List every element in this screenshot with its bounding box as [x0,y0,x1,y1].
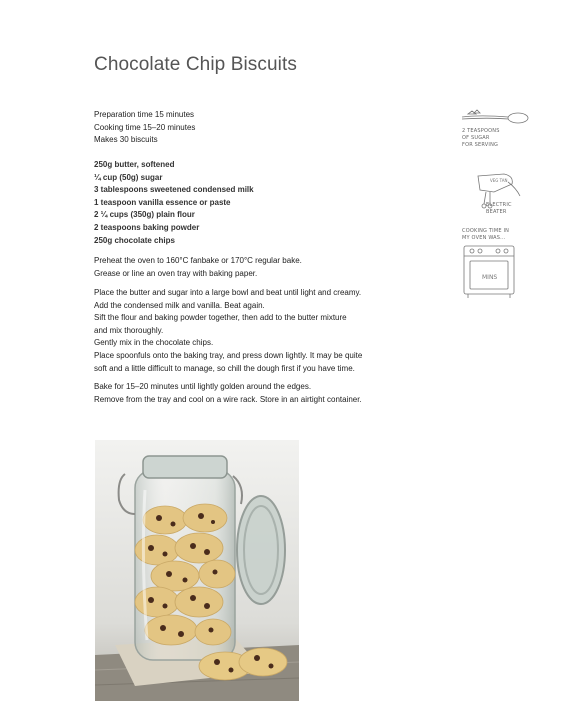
cookie-jar-photo [95,440,299,701]
cook-time: Cooking time 15–20 minutes [94,122,196,132]
method-line: Sift the flour and baking powder together, then add to the butter mixture [94,313,347,323]
recipe-title: Chocolate Chip Biscuits [94,54,297,75]
method-line: Preheat the oven to 160°C fanbake or 170°C regular bake. [94,256,302,265]
ingredients-list [94,159,254,247]
ingredient-item: 250g butter, softened [94,160,175,169]
method-line: and mix thoroughly. [94,325,164,335]
method-line: soft and a little difficult to manage, so chill the dough first if you have time. [94,363,355,373]
spoon-icon [458,108,530,126]
prep-time: Preparation time 15 minutes [94,110,195,119]
method-line: Remove from the tray and cool on a wire rack. Store in an airtight container. [94,394,362,404]
ingredient-item: ¼ cup (50g) sugar [94,172,163,182]
beater-label: VEG TAN [490,178,508,183]
ingredient-item: 2 teaspoons baking powder [94,222,200,232]
method-line: Grease or line an oven tray with baking paper. [94,268,258,278]
oven-label: MINS [482,274,498,281]
ingredient-item: 1 teaspoon vanilla essence or paste [94,197,231,207]
oven-sketch [456,228,536,308]
ingredient-item: 2 ¼ cups (350g) plain flour [94,210,195,220]
recipe-meta [94,109,195,147]
method-line: Place spoonfuls onto the baking tray, and press down lightly. It may be quite [94,350,363,360]
method-line: Bake for 15–20 minutes until lightly golden around the edges. [94,382,312,391]
sugar-sketch [456,108,536,160]
oven-icon [462,244,518,300]
method-step-3 [94,381,362,406]
method-line: Place the butter and sugar into a large bowl and beat until light and creamy. [94,288,362,297]
yield: Makes 30 biscuits [94,135,158,145]
ingredient-item: 3 tablespoons sweetened condensed milk [94,185,254,195]
margin-notes [456,108,536,308]
method-line: Gently mix in the chocolate chips. [94,338,214,348]
sugar-note: 2 TEASPOONS OF SUGAR FOR SERVING [462,128,500,148]
method-line: Add the condensed milk and vanilla. Beat again. [94,300,265,310]
beater-note: ELECTRIC BEATER [486,202,512,215]
method-step-1 [94,255,302,280]
ingredient-item: 250g chocolate chips [94,235,175,245]
oven-note: COOKING TIME IN MY OVEN WAS... [462,228,510,241]
method-step-2 [94,287,362,375]
beater-sketch [456,170,536,226]
